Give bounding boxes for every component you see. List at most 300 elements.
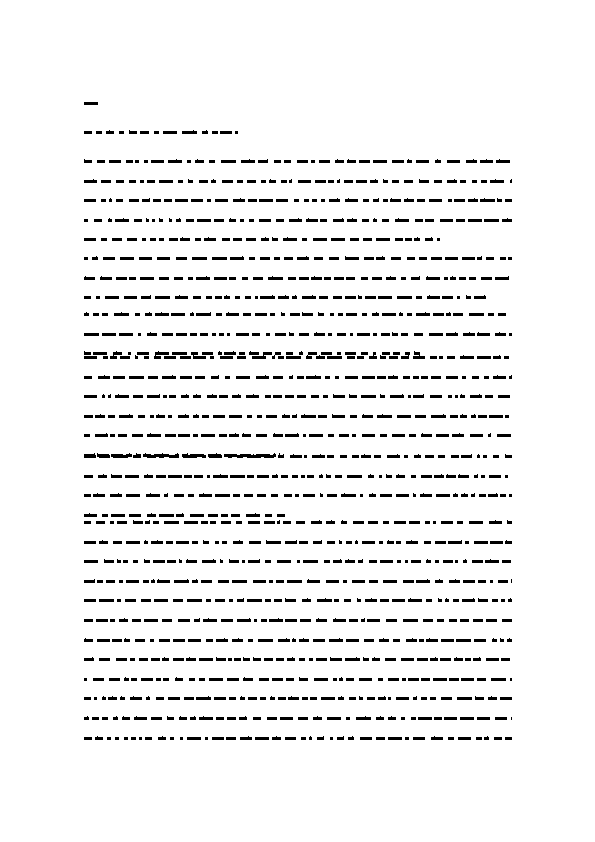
text-glyphs <box>276 658 284 661</box>
text-glyphs <box>460 717 474 720</box>
text-glyphs <box>102 717 108 720</box>
text-glyphs <box>500 494 506 497</box>
text-glyphs <box>176 159 177 160</box>
text-glyphs <box>505 541 512 544</box>
text-glyphs <box>285 295 286 296</box>
text-glyphs <box>508 599 512 602</box>
text-glyphs <box>344 599 351 602</box>
text-glyphs <box>304 414 305 415</box>
text-glyphs <box>405 560 408 563</box>
text-glyphs <box>339 434 349 437</box>
text-glyphs <box>84 717 89 720</box>
text-glyphs <box>176 541 189 544</box>
text-glyphs <box>411 277 420 280</box>
text-glyphs <box>471 415 476 418</box>
text-glyphs <box>390 199 401 202</box>
text-glyphs <box>292 639 296 642</box>
text-glyphs <box>505 475 508 478</box>
text-glyphs <box>270 313 275 316</box>
text-glyphs <box>505 415 509 418</box>
text-glyphs <box>111 474 112 475</box>
text-glyphs <box>187 579 188 580</box>
text-glyphs <box>213 475 228 478</box>
text-glyphs <box>477 455 480 458</box>
text-glyphs <box>164 657 165 658</box>
text-glyphs <box>342 218 343 219</box>
text-glyphs <box>383 199 388 202</box>
text-glyphs <box>339 638 340 639</box>
text-line <box>84 256 512 260</box>
text-glyphs <box>480 160 493 163</box>
text-glyphs <box>259 559 260 560</box>
text-glyphs <box>458 475 469 478</box>
text-glyphs <box>84 131 92 134</box>
text-glyphs <box>409 434 416 437</box>
text-glyphs <box>111 514 125 517</box>
text-glyphs <box>421 475 432 478</box>
text-glyphs <box>345 296 356 299</box>
text-line <box>84 179 512 183</box>
text-glyphs <box>285 619 297 622</box>
text-glyphs <box>393 352 400 355</box>
text-glyphs <box>99 541 108 544</box>
text-glyphs <box>321 697 335 700</box>
text-glyphs <box>179 295 180 296</box>
text-glyphs <box>272 737 281 740</box>
text-glyphs <box>448 737 454 740</box>
text-glyphs <box>257 475 269 478</box>
text-glyphs <box>321 199 325 202</box>
text-glyphs <box>361 619 365 622</box>
text-glyphs <box>392 332 393 333</box>
text-glyphs <box>215 494 230 497</box>
text-glyphs <box>437 619 444 622</box>
text-glyphs <box>380 355 381 356</box>
text-glyphs <box>320 493 321 494</box>
text-glyphs <box>144 541 148 544</box>
text-glyphs <box>140 277 154 280</box>
text-glyphs <box>84 619 93 622</box>
text-glyphs <box>219 434 227 437</box>
text-glyphs <box>110 619 115 622</box>
text-glyphs <box>265 395 271 398</box>
text-glyphs <box>373 355 374 356</box>
text-glyphs <box>345 199 358 202</box>
text-glyphs <box>232 395 241 398</box>
text-glyphs <box>84 257 88 260</box>
text-glyphs <box>261 238 269 241</box>
text-glyphs <box>84 160 92 163</box>
text-glyphs <box>132 434 143 437</box>
text-glyphs <box>357 598 358 599</box>
text-glyphs <box>337 198 338 199</box>
text-glyphs <box>334 599 339 602</box>
text-glyphs <box>380 560 393 563</box>
text-glyphs <box>184 697 194 700</box>
text-glyphs <box>231 514 240 517</box>
text-glyphs <box>328 180 334 183</box>
text-glyphs <box>175 199 188 202</box>
text-glyphs <box>409 521 420 524</box>
text-glyphs <box>445 257 458 260</box>
text-glyphs <box>161 312 162 313</box>
text-glyphs <box>341 494 356 497</box>
text-glyphs <box>109 678 120 681</box>
text-glyphs <box>103 356 108 359</box>
text-glyphs <box>208 618 209 619</box>
text-glyphs <box>118 434 127 437</box>
text-glyphs <box>102 313 108 316</box>
text-glyphs <box>116 716 117 717</box>
text-glyphs <box>300 619 311 622</box>
text-glyphs <box>227 717 236 720</box>
text-line <box>84 375 512 379</box>
text-glyphs <box>295 295 296 296</box>
text-glyphs <box>194 475 203 478</box>
text-glyphs <box>136 716 137 717</box>
text-glyphs <box>507 520 508 521</box>
text-glyphs <box>238 638 239 639</box>
text-glyphs <box>356 657 357 658</box>
text-glyphs <box>144 356 149 359</box>
text-glyphs <box>218 375 219 376</box>
text-glyphs <box>273 395 282 398</box>
text-glyphs <box>100 414 101 415</box>
text-glyphs <box>213 415 225 418</box>
text-glyphs <box>506 540 507 541</box>
text-glyphs <box>478 332 479 333</box>
text-glyphs <box>297 560 300 563</box>
text-glyphs <box>511 717 512 720</box>
text-glyphs <box>278 455 284 458</box>
text-glyphs <box>220 356 233 359</box>
text-glyphs <box>274 257 280 260</box>
text-glyphs <box>373 333 377 336</box>
text-glyphs <box>154 454 155 455</box>
text-glyphs <box>151 513 152 514</box>
text-glyphs <box>242 560 245 563</box>
text-glyphs <box>212 257 227 260</box>
text-glyphs <box>186 219 194 222</box>
text-glyphs <box>423 619 433 622</box>
text-glyphs <box>265 375 266 376</box>
text-glyphs <box>507 639 512 642</box>
text-glyphs <box>93 313 99 316</box>
text-glyphs <box>312 295 313 296</box>
text-glyphs <box>424 541 431 544</box>
text-glyphs <box>376 238 390 241</box>
text-glyphs <box>228 658 232 661</box>
text-glyphs <box>264 521 275 524</box>
text-glyphs <box>459 433 460 434</box>
text-glyphs <box>306 256 307 257</box>
text-glyphs <box>346 717 350 720</box>
text-glyphs <box>401 717 405 720</box>
text-glyphs <box>123 560 128 563</box>
text-glyphs <box>110 494 122 497</box>
text-glyphs <box>438 455 445 458</box>
text-glyphs <box>150 493 151 494</box>
text-glyphs <box>256 434 267 437</box>
text-glyphs <box>272 237 273 238</box>
text-glyphs <box>150 639 154 642</box>
text-glyphs <box>156 475 166 478</box>
text-glyphs <box>382 352 390 355</box>
text-glyphs <box>84 333 99 336</box>
text-glyphs <box>277 521 280 524</box>
text-glyphs <box>84 180 97 183</box>
text-glyphs <box>243 658 250 661</box>
text-glyphs <box>414 333 423 336</box>
text-glyphs <box>102 333 116 336</box>
text-glyphs <box>272 678 283 681</box>
text-glyphs <box>462 376 466 379</box>
text-glyphs <box>182 131 197 134</box>
text-glyphs <box>440 658 451 661</box>
text-glyphs <box>235 296 240 299</box>
text-glyphs <box>144 160 148 163</box>
text-glyphs <box>307 580 320 583</box>
text-glyphs <box>478 580 486 583</box>
text-glyphs <box>477 678 486 681</box>
text-glyphs <box>242 256 243 257</box>
text-glyphs <box>337 180 340 183</box>
text-glyphs <box>125 599 136 602</box>
text-glyphs <box>192 541 198 544</box>
text-glyphs <box>309 658 313 661</box>
text-glyphs <box>155 313 169 316</box>
text-glyphs <box>315 180 326 183</box>
text-glyphs <box>413 356 425 359</box>
text-line <box>84 295 486 299</box>
text-glyphs <box>383 180 388 183</box>
text-glyphs <box>101 199 106 202</box>
text-glyphs <box>345 257 359 260</box>
text-glyphs <box>84 639 93 642</box>
text-line <box>84 351 420 355</box>
text-glyphs <box>484 295 485 296</box>
text-glyphs <box>406 541 418 544</box>
text-glyphs <box>417 658 428 661</box>
text-glyphs <box>487 736 488 737</box>
text-glyphs <box>460 619 469 622</box>
text-glyphs <box>147 333 157 336</box>
text-glyphs <box>110 434 115 437</box>
text-glyphs <box>191 352 198 355</box>
text-glyphs <box>248 697 257 700</box>
text-glyphs <box>449 619 457 622</box>
text-glyphs <box>276 736 277 737</box>
text-glyphs <box>180 376 192 379</box>
text-glyphs <box>104 560 114 563</box>
text-glyphs <box>216 658 226 661</box>
text-glyphs <box>349 619 358 622</box>
text-glyphs <box>170 737 174 740</box>
text-glyphs <box>84 102 98 105</box>
text-glyphs <box>243 657 244 658</box>
text-glyphs <box>457 521 463 524</box>
text-glyphs <box>270 179 271 180</box>
text-glyphs <box>414 238 420 241</box>
text-glyphs <box>326 580 339 583</box>
text-glyphs <box>189 678 195 681</box>
text-glyphs <box>84 395 97 398</box>
text-glyphs <box>153 560 165 563</box>
text-glyphs <box>331 238 345 241</box>
text-glyphs <box>86 312 87 313</box>
text-glyphs <box>178 180 183 183</box>
text-glyphs <box>119 333 133 336</box>
text-glyphs <box>276 474 277 475</box>
text-glyphs <box>176 257 187 260</box>
text-glyphs <box>129 414 130 415</box>
text-glyphs <box>372 313 379 316</box>
text-glyphs <box>328 333 332 336</box>
text-glyphs <box>346 313 357 316</box>
text-glyphs <box>317 716 318 717</box>
text-glyphs <box>267 717 277 720</box>
text-glyphs <box>337 737 344 740</box>
text-glyphs <box>84 560 98 563</box>
text-glyphs <box>486 159 487 160</box>
text-glyphs <box>286 678 294 681</box>
text-glyphs <box>461 678 474 681</box>
text-glyphs <box>455 493 456 494</box>
text-glyphs <box>392 180 399 183</box>
text-glyphs <box>364 454 365 455</box>
text-glyphs <box>324 277 331 280</box>
text-glyphs <box>190 514 204 517</box>
text-glyphs <box>151 160 164 163</box>
text-glyphs <box>465 541 469 544</box>
text-glyphs <box>488 434 491 437</box>
text-glyphs <box>298 717 308 720</box>
text-glyphs <box>239 540 240 541</box>
text-glyphs <box>287 658 295 661</box>
text-glyphs <box>296 414 297 415</box>
text-glyphs <box>382 256 383 257</box>
text-glyphs <box>414 455 421 458</box>
text-glyphs <box>96 296 100 299</box>
text-glyphs <box>126 580 139 583</box>
text-glyphs <box>281 313 285 316</box>
text-glyphs <box>193 415 199 418</box>
text-glyphs <box>405 352 410 355</box>
text-glyphs <box>236 376 250 379</box>
text-glyphs <box>502 619 512 622</box>
text-glyphs <box>427 559 428 560</box>
text-glyphs <box>446 475 456 478</box>
text-glyphs <box>425 238 433 241</box>
text-glyphs <box>131 737 136 740</box>
text-glyphs <box>301 351 302 352</box>
text-glyphs <box>426 599 432 602</box>
text-glyphs <box>469 332 470 333</box>
text-glyphs <box>408 355 409 356</box>
text-glyphs <box>407 257 415 260</box>
text-glyphs <box>364 639 374 642</box>
text-glyphs <box>150 332 151 333</box>
text-glyphs <box>256 376 269 379</box>
text-glyphs <box>94 219 102 222</box>
text-glyphs <box>333 296 342 299</box>
text-line <box>84 520 512 524</box>
text-glyphs <box>226 313 239 316</box>
text-glyphs <box>414 351 415 352</box>
text-glyphs <box>144 559 145 560</box>
text-glyphs <box>434 180 442 183</box>
text-glyphs <box>457 697 472 700</box>
text-glyphs <box>374 218 375 219</box>
text-glyphs <box>171 313 185 316</box>
text-glyphs <box>216 453 217 454</box>
text-glyphs <box>474 296 486 299</box>
text-glyphs <box>237 356 246 359</box>
text-glyphs <box>335 376 339 379</box>
text-glyphs <box>285 541 297 544</box>
text-glyphs <box>495 179 496 180</box>
text-line <box>84 579 512 583</box>
text-glyphs <box>389 356 398 359</box>
text-glyphs <box>245 716 246 717</box>
text-glyphs <box>278 639 290 642</box>
text-glyphs <box>108 219 112 222</box>
text-glyphs <box>147 455 156 458</box>
text-glyphs <box>265 599 271 602</box>
text-glyphs <box>499 159 500 160</box>
text-glyphs <box>102 395 105 398</box>
text-glyphs <box>340 559 341 560</box>
text-glyphs <box>227 333 230 336</box>
text-glyphs <box>226 295 227 296</box>
text-glyphs <box>195 238 201 241</box>
text-glyphs <box>216 639 228 642</box>
text-glyphs <box>380 434 387 437</box>
text-glyphs <box>407 313 412 316</box>
text-glyphs <box>163 395 167 398</box>
text-glyphs <box>101 180 111 183</box>
text-glyphs <box>461 455 472 458</box>
text-glyphs <box>157 257 170 260</box>
text-glyphs <box>313 541 322 544</box>
text-glyphs <box>169 238 178 241</box>
text-glyphs <box>222 180 233 183</box>
text-glyphs <box>297 257 309 260</box>
text-glyphs <box>257 415 262 418</box>
text-glyphs <box>237 599 244 602</box>
text-glyphs <box>172 352 187 355</box>
text-glyphs <box>510 678 512 681</box>
text-glyphs <box>211 376 219 379</box>
text-glyphs <box>274 355 275 356</box>
text-glyphs <box>263 355 264 356</box>
text-glyphs <box>196 697 211 700</box>
text-glyphs <box>485 560 499 563</box>
text-glyphs <box>433 521 436 524</box>
text-glyphs <box>413 697 417 700</box>
text-glyphs <box>363 199 369 202</box>
text-glyphs <box>505 455 512 458</box>
text-glyphs <box>276 199 288 202</box>
text-glyphs <box>241 160 255 163</box>
text-glyphs <box>394 521 406 524</box>
text-glyphs <box>374 455 381 458</box>
text-glyphs <box>176 514 184 517</box>
text-line <box>84 513 285 517</box>
text-glyphs <box>118 493 119 494</box>
text-glyphs <box>199 494 212 497</box>
text-glyphs <box>101 276 102 277</box>
